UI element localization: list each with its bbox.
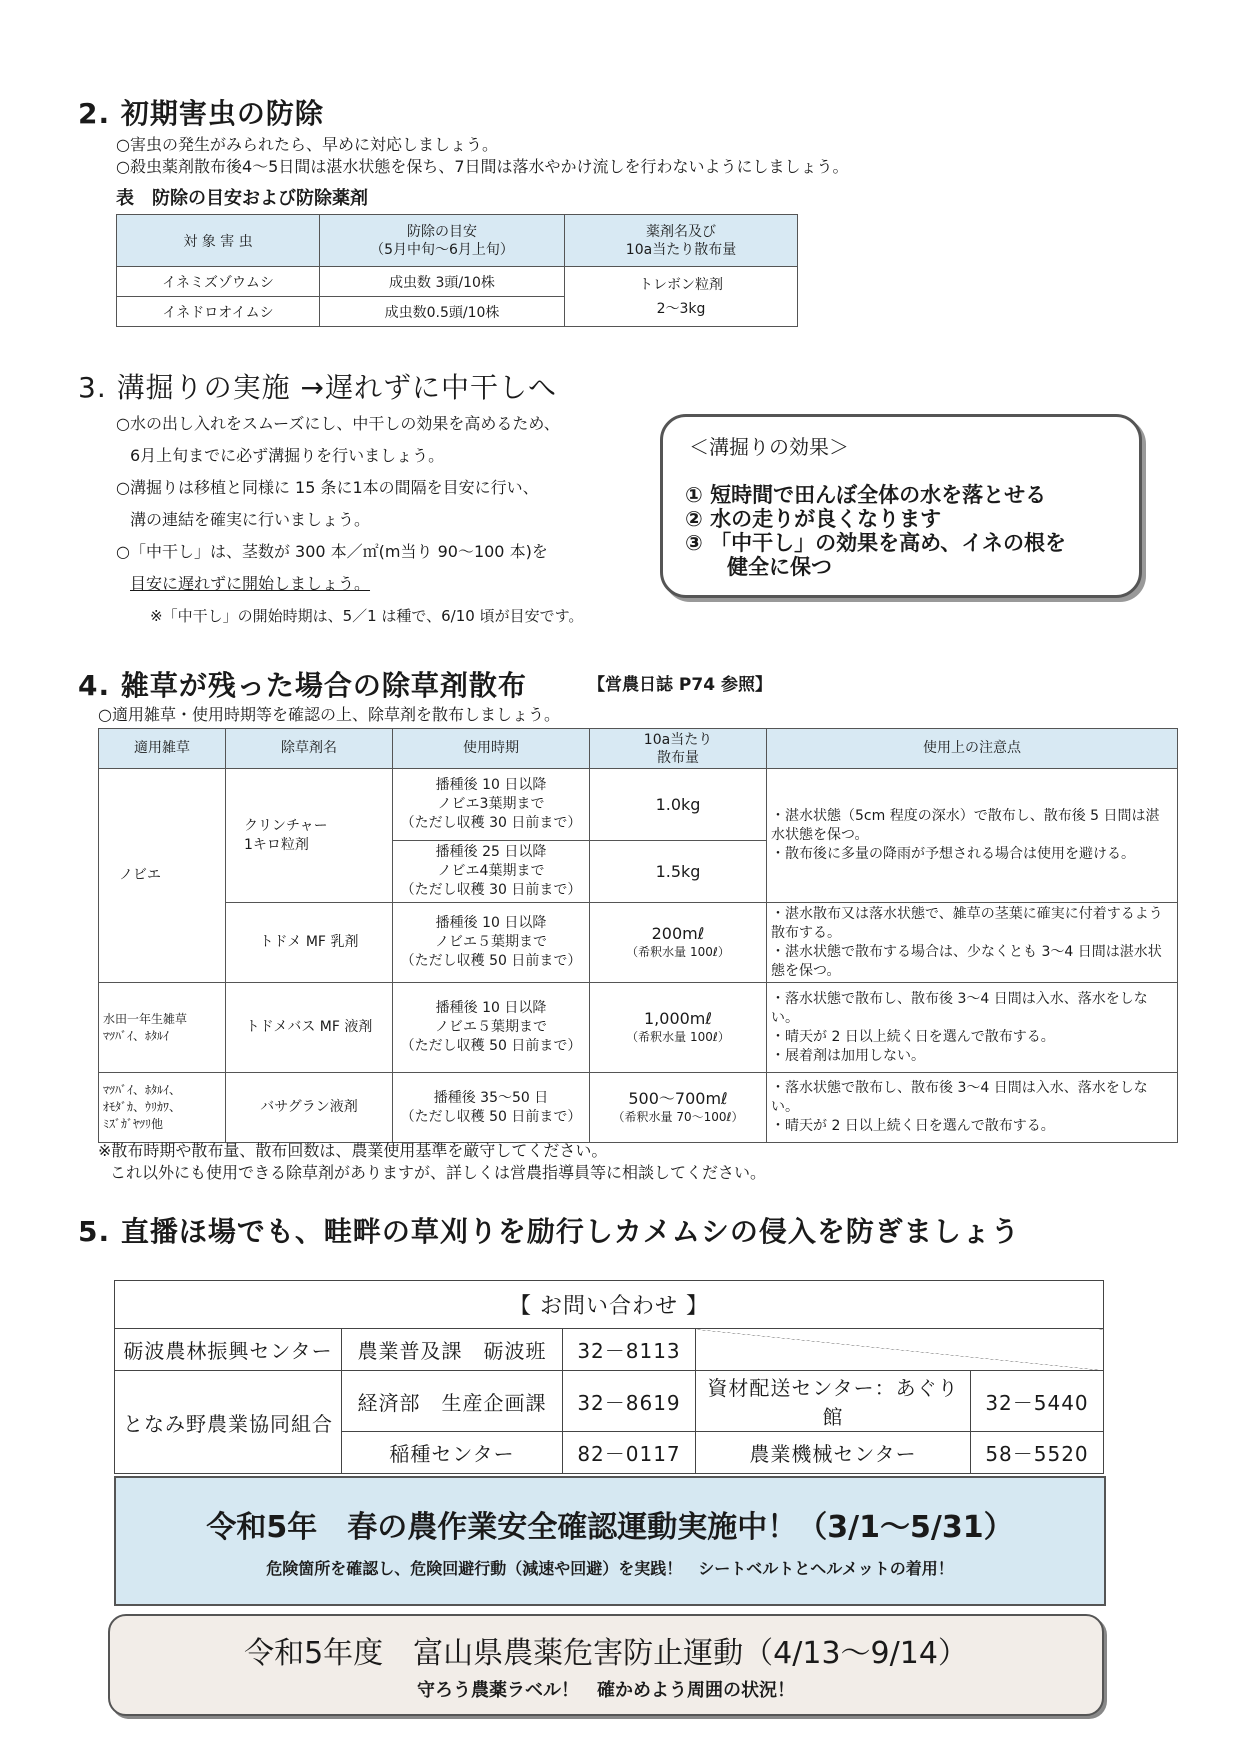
section-2-line-1: ○害虫の発生がみられたら、早めに対応しましょう。 (116, 135, 498, 154)
pest-header-guide: 防除の目安 （5月中旬～6月上旬） (320, 215, 565, 267)
contact-title: 【 お問い合わせ 】 (115, 1281, 1104, 1329)
herb-header-timing: 使用時期 (393, 729, 590, 769)
contact-tel: 58－5520 (971, 1432, 1104, 1474)
amount-cell: 1.5kg (590, 841, 767, 903)
pesticide-campaign-title: 令和5年度 富山県農薬危害防止運動（4/13～9/14） (244, 1636, 968, 1671)
section-5-title: 5. 直播ほ場でも、畦畔の草刈りを励行しカメムシの侵入を防ぎましょう (78, 1215, 1020, 1248)
weed-cell: ﾏﾂﾊﾞｲ、ﾎﾀﾙｲ、 ｵﾓﾀﾞｶ、ｳﾘｶﾜ、 ﾐｽﾞｶﾞﾔﾂﾘ他 (99, 1073, 226, 1143)
section-4-intro: ○適用雑草・使用時期等を確認の上、除草剤を散布しましょう。 (98, 705, 560, 724)
section-3-title: 3. 溝掘りの実施 →遅れずに中干しへ (78, 371, 557, 404)
timing-cell: 播種後 25 日以降 ノビエ4葉期まで （ただし収穫 30 日前まで） (393, 841, 590, 903)
contact-tel: 32－8113 (563, 1329, 696, 1371)
herb-header-amount: 10a当たり 散布量 (590, 729, 767, 769)
trench-effect-item: ① 短時間で田んぼ全体の水を落とせる (685, 483, 1047, 507)
section-4-reference: 【営農日誌 P74 参照】 (588, 675, 772, 695)
section-3-line-5: ○「中干し」は、茎数が 300 本／㎡(m当り 90～100 本)を (116, 542, 548, 561)
contact-empty-cell (696, 1329, 1104, 1371)
table-row (99, 903, 1178, 983)
amount-value: 200mℓ (651, 923, 705, 943)
herbicide-name: バサグラン液剤 (226, 1073, 393, 1143)
dilution-value: （希釈水量 100ℓ） (626, 944, 730, 959)
note-cell: ・落水状態で散布し、散布後 3～4 日間は入水、落水をしない。 ・晴天が 2 日以上続く日を選んで散布する。 (767, 1073, 1178, 1143)
contact-dept: 資材配送センター：あぐり館 (696, 1371, 971, 1432)
safety-campaign-title: 令和5年 春の農作業安全確認運動実施中！（3/1～5/31） (206, 1510, 1014, 1545)
timing-cell: 播種後 10 日以降 ノビエ５葉期まで （ただし収穫 50 日前まで） (393, 983, 590, 1073)
weed-cell: 水田一年生雑草 ﾏﾂﾊﾞｲ、ﾎﾀﾙｲ (99, 983, 226, 1073)
herbicide-footnote-1: ※散布時期や散布量、散布回数は、農業使用基準を厳守してください。 (98, 1141, 608, 1160)
section-2-title: 2. 初期害虫の防除 (78, 97, 324, 130)
contact-tel: 82－0117 (563, 1432, 696, 1474)
trench-effect-title: ＜溝掘りの効果＞ (689, 435, 849, 459)
amount-cell (590, 1073, 767, 1143)
trench-effect-box (660, 414, 1142, 598)
herbicide-name: トドメ MF 乳剤 (226, 903, 393, 983)
note-cell: ・落水状態で散布し、散布後 3～4 日間は入水、落水をしない。 ・晴天が 2 日以上続く日を選んで散布する。 ・展着剤は加用しない。 (767, 983, 1178, 1073)
pest-header-target: 対 象 害 虫 (117, 215, 320, 267)
herb-header-weed: 適用雑草 (99, 729, 226, 769)
pest-guide: 成虫数0.5頭/10株 (320, 297, 565, 327)
timing-cell: 播種後 10 日以降 ノビエ3葉期まで （ただし収穫 30 日前まで） (393, 769, 590, 841)
trench-effect-item: ③ 「中干し」の効果を高め、イネの根を (685, 531, 1067, 555)
section-2-line-2: ○殺虫薬剤散布後4～5日間は湛水状態を保ち、7日間は落水やかけ流しを行わないようにしましょう。 (116, 157, 849, 176)
note-cell: ・湛水散布又は落水状態で、雑草の茎葉に確実に付着するよう散布する。 ・湛水状態で散布する場合は、少なくとも 3～4 日間は湛水状態を保つ。 (767, 903, 1178, 983)
table-row (115, 1371, 1104, 1432)
trench-effect-item: ② 水の走りが良くなります (685, 507, 942, 531)
section-3-line-6: 目安に遅れずに開始しましょう。 (130, 574, 371, 593)
amount-cell (590, 983, 767, 1073)
amount-value: 1,000mℓ (644, 1008, 712, 1028)
herbicide-name: クリンチャー 1キロ粒剤 (226, 769, 393, 903)
contact-dept: 農業機械センター (696, 1432, 971, 1474)
section-4-title: 4. 雑草が残った場合の除草剤散布 (78, 669, 527, 702)
trench-effect-item: 健全に保つ (727, 555, 832, 579)
herbicide-name: トドメバス MF 液剤 (226, 983, 393, 1073)
contact-org: 砺波農林振興センター (115, 1329, 342, 1371)
pest-name: イネミズゾウムシ (117, 267, 320, 297)
section-3-line-3: ○溝掘りは移植と同様に 15 条に1本の間隔を目安に行い、 (116, 478, 539, 497)
section-3-line-4: 溝の連結を確実に行いましょう。 (130, 510, 371, 529)
herb-header-notes: 使用上の注意点 (767, 729, 1178, 769)
amount-cell: 1.0kg (590, 769, 767, 841)
section-3-line-2: 6月上旬までに必ず溝掘りを行いましょう。 (130, 446, 445, 465)
timing-cell: 播種後 10 日以降 ノビエ５葉期まで （ただし収穫 50 日前まで） (393, 903, 590, 983)
contact-org: となみ野農業協同組合 (115, 1371, 342, 1474)
table-row (99, 1073, 1178, 1143)
contact-tel: 32－5440 (971, 1371, 1104, 1432)
contact-table (114, 1280, 1104, 1474)
section-3-line-7: ※「中干し」の開始時期は、5／1 は種で、6/10 頃が目安です。 (150, 607, 584, 625)
pest-header-agent: 薬剤名及び 10a当たり散布量 (565, 215, 798, 267)
contact-dept: 稲種センター (342, 1432, 563, 1474)
trench-effect-list (685, 483, 1066, 579)
table-row (99, 983, 1178, 1073)
timing-cell: 播種後 35～50 日 （ただし収穫 50 日前まで） (393, 1073, 590, 1143)
table-row (115, 1329, 1104, 1371)
table-row (117, 267, 798, 297)
safety-campaign-subtitle: 危険箇所を確認し、危険回避行動（減速や回避）を実践！ シートベルトとヘルメットの着用！ (266, 1559, 954, 1578)
pest-name: イネドロオイムシ (117, 297, 320, 327)
pest-table (116, 214, 798, 327)
note-cell: ・湛水状態（5cm 程度の深水）で散布し、散布後 5 日間は湛水状態を保つ。 ・散布後に多量の降雨が予想される場合は使用を避ける。 (767, 769, 1178, 903)
contact-dept: 経済部 生産企画課 (342, 1371, 563, 1432)
contact-dept: 農業普及課 砺波班 (342, 1329, 563, 1371)
section-3-line-1: ○水の出し入れをスムーズにし、中干しの効果を高めるため、 (116, 414, 560, 433)
pesticide-campaign-subtitle: 守ろう農薬ラベル！ 確かめよう周囲の状況！ (417, 1680, 795, 1701)
herb-header-name: 除草剤名 (226, 729, 393, 769)
table-row (99, 769, 1178, 841)
dilution-value: （希釈水量 100ℓ） (626, 1029, 730, 1044)
herbicide-footnote-2: これ以外にも使用できる除草剤がありますが、詳しくは営農指導員等に相談してください。 (110, 1163, 767, 1182)
pest-table-title: 表 防除の目安および防除薬剤 (116, 188, 368, 209)
dilution-value: （希釈水量 70～100ℓ） (612, 1109, 744, 1124)
pest-agent: トレボン粒剤 2～3kg (565, 267, 798, 327)
safety-campaign-banner (114, 1476, 1106, 1606)
herbicide-table (98, 728, 1178, 1143)
weed-cell: ノビエ (99, 769, 226, 983)
pesticide-campaign-banner (108, 1614, 1104, 1716)
pest-guide: 成虫数 3頭/10株 (320, 267, 565, 297)
amount-cell (590, 903, 767, 983)
amount-value: 500～700mℓ (628, 1088, 728, 1108)
contact-tel: 32－8619 (563, 1371, 696, 1432)
